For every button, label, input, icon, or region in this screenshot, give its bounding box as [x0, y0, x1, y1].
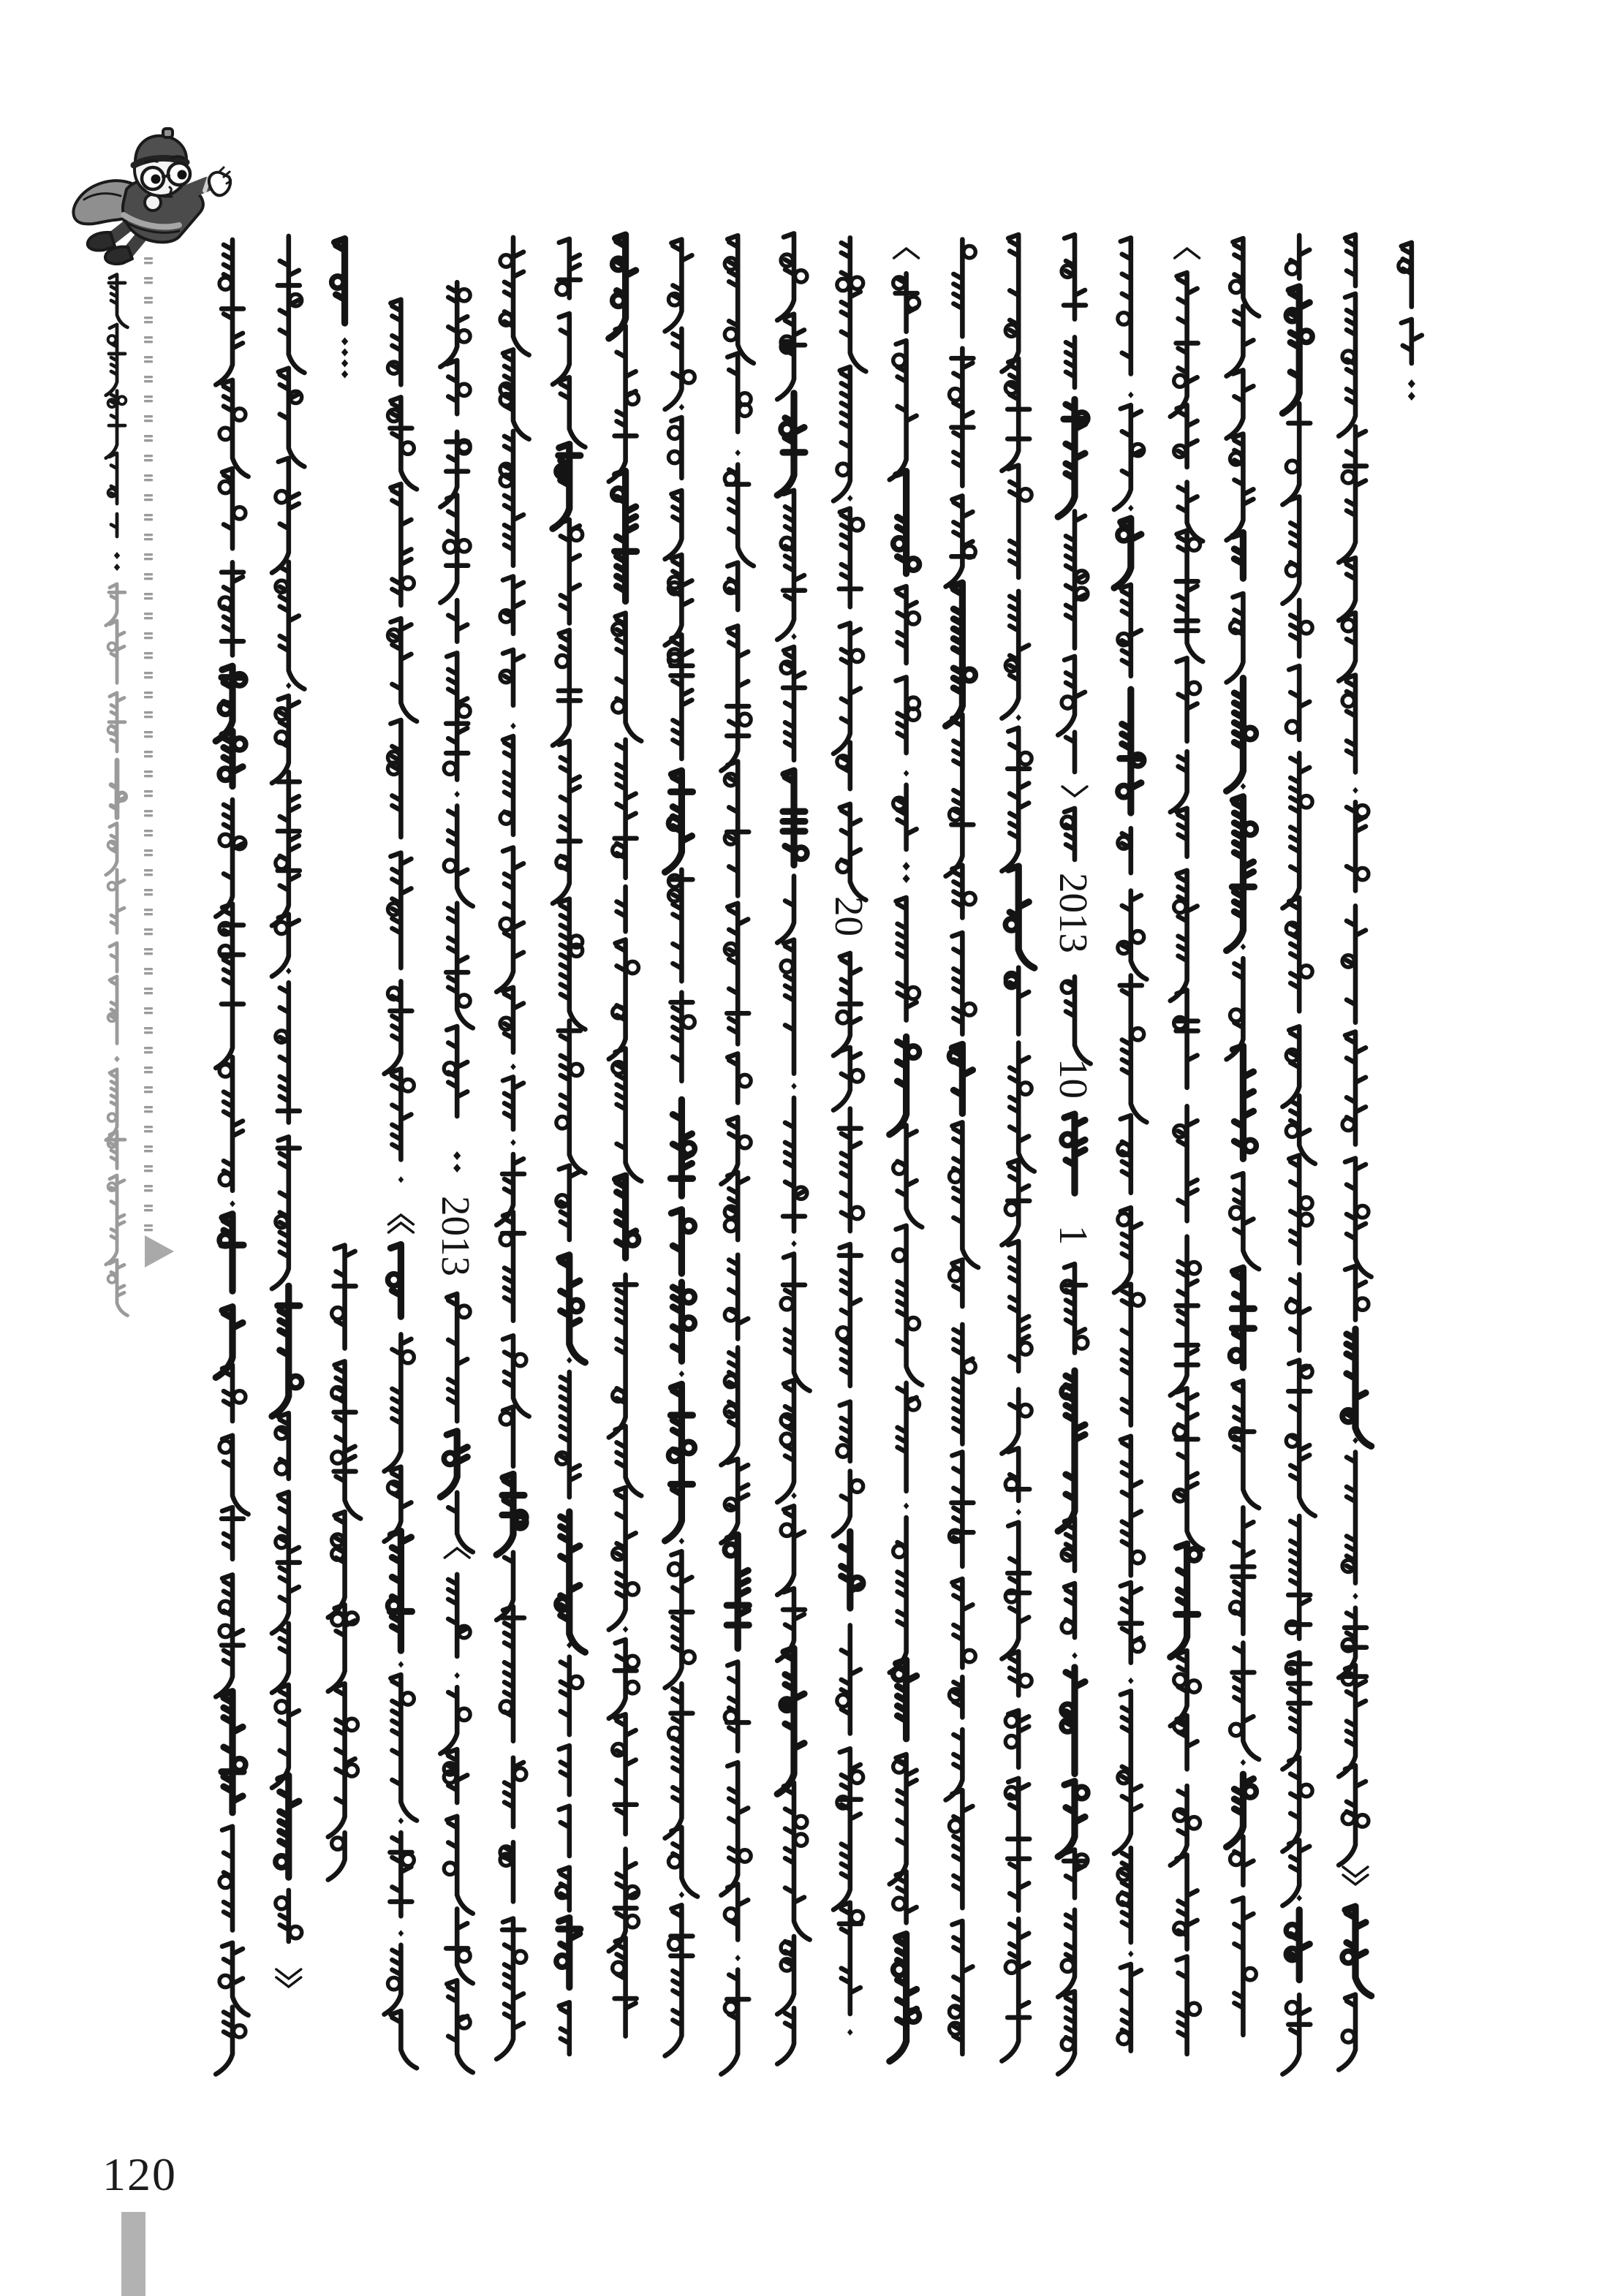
- svg-text:10: 10: [1051, 1058, 1096, 1099]
- svg-text:2013: 2013: [434, 1196, 479, 1276]
- sidebar-dashed-line: [144, 257, 153, 1231]
- sidebar-caption-body: [106, 584, 128, 1316]
- svg-text:2013: 2013: [1051, 873, 1096, 953]
- svg-text:1: 1: [1051, 1225, 1096, 1246]
- body-text-columns: [216, 233, 1422, 2074]
- page-number-label: 120: [102, 2148, 177, 2200]
- svg-text:20: 20: [826, 896, 871, 936]
- footer-tab-bar: [121, 2212, 145, 2296]
- sidebar-arrow-icon: [145, 1235, 174, 1268]
- sidebar-caption-heading: [106, 274, 128, 571]
